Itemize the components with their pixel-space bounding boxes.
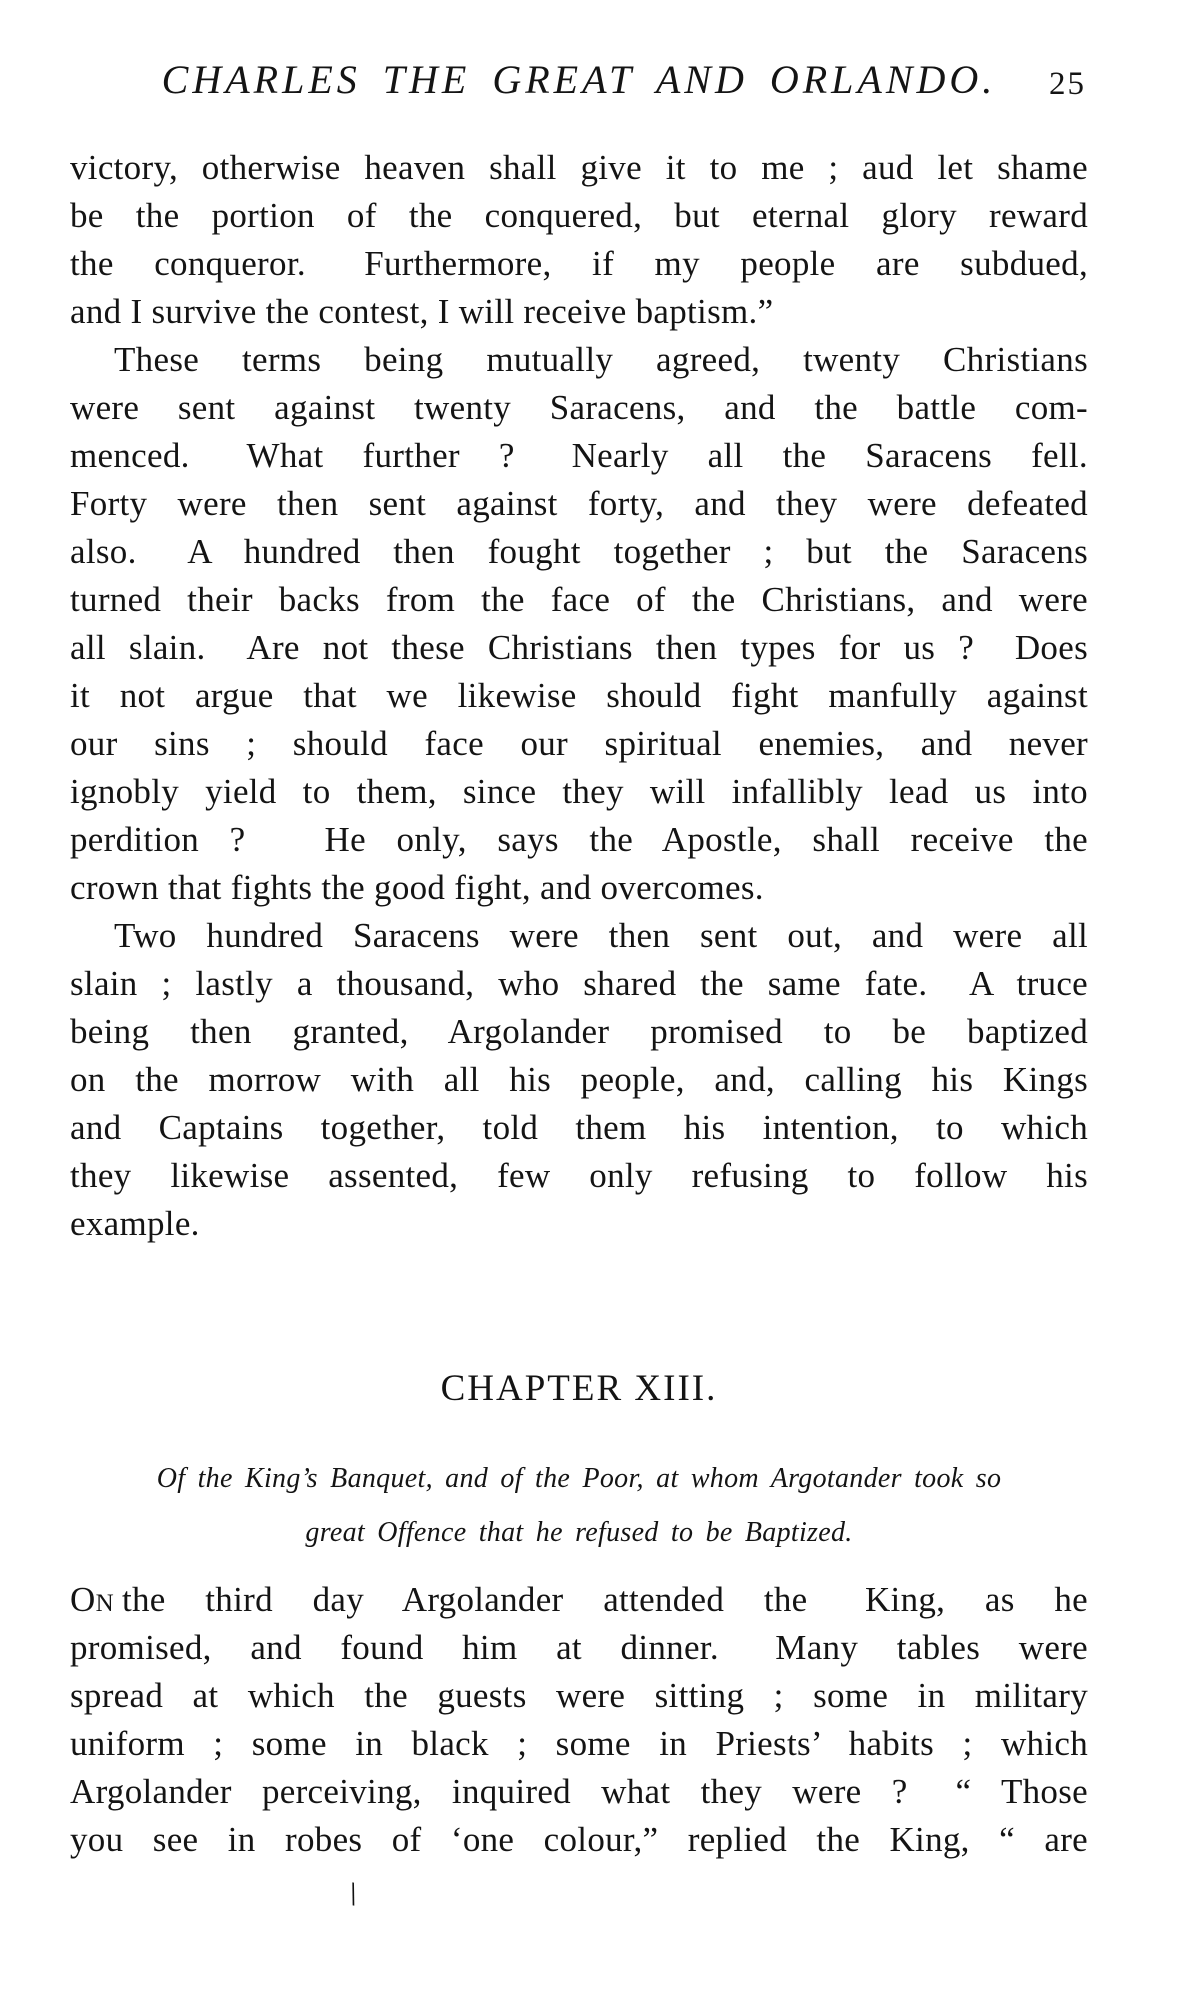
text-line: were sent against twenty Saracens, and the battle com- [70,388,1088,427]
text-line-rest: the third day Argolander attended the King, as he [121,1580,1088,1619]
text-line: ignobly yield to them, since they will infallibly lead us into [70,772,1088,811]
chapter-heading: CHAPTER XIII. [440,1368,718,1409]
text-line: These terms being mutually agreed, twenty Christians [114,340,1088,379]
text-line: be the portion of the conquered, but eternal glory reward [70,196,1088,235]
text-line: slain ; lastly a thousand, who shared the same fate. A truce [70,964,1088,1003]
paragraph [70,1576,1088,1864]
text-line: example. [70,1204,200,1243]
text-line: turned their backs from the face of the Christians, and were [70,580,1088,619]
text-line: promised, and found him at dinner. Many tables were [70,1628,1088,1667]
text-line: perdition ? He only, says the Apostle, shall receive the [70,820,1088,859]
paragraph [70,144,1088,336]
text-line: crown that fights the good fight, and overcomes. [70,868,764,907]
text-line: all slain. Are not these Christians then types for us ? Does [70,628,1088,667]
text-line: victory, otherwise heaven shall give it to me ; aud let shame [70,148,1088,187]
text-line: also. A hundred then fought together ; but the Saracens [70,532,1088,571]
text-line: you see in robes of ‘one colour,” replied the King, “ are [70,1820,1088,1859]
text-line: menced. What further ? Nearly all the Saracens fell. [70,436,1088,475]
text-line: and Captains together, told them his intention, to which [70,1108,1088,1147]
running-title: CHARLES THE GREAT AND ORLANDO. [161,57,997,102]
paragraph-lead-word: On [70,1580,114,1619]
text-line [70,1576,1088,1624]
text-line: the conqueror. Furthermore, if my people are subdued, [70,244,1088,283]
text-line: it not argue that we likewise should fight manfully against [70,676,1088,715]
text-line: they likewise assented, few only refusing to follow his [70,1156,1088,1195]
text-line: on the morrow with all his people, and, calling his Kings [70,1060,1088,1099]
chapter-subtitle-line: great Offence that he refused to be Baptized. [305,1517,853,1548]
body-text [70,144,1088,1864]
paragraph [70,912,1088,1248]
text-line: Two hundred Saracens were then sent out, and were all [114,916,1088,955]
text-line: and I survive the contest, I will receive baptism.” [70,292,774,331]
text-line: Forty were then sent against forty, and they were defeated [70,484,1088,523]
chapter-subtitle-line: Of the King’s Banquet, and of the Poor, at whom Argotander took so [156,1463,1002,1494]
text-line: spread at which the guests were sitting ; some in military [70,1676,1088,1715]
paragraph [70,336,1088,912]
page-header [70,56,1088,116]
text-line: being then granted, Argolander promised to be baptized [70,1012,1088,1051]
text-line: our sins ; should face our spiritual enemies, and never [70,724,1088,763]
chapter-subtitle [70,1452,1088,1560]
catchword-mark: \ [345,1875,361,1914]
text-line: uniform ; some in black ; some in Priests’ habits ; which [70,1724,1088,1763]
text-line: Argolander perceiving, inquired what they were ? “ Those [70,1772,1088,1811]
page-number: 25 [1049,66,1086,102]
